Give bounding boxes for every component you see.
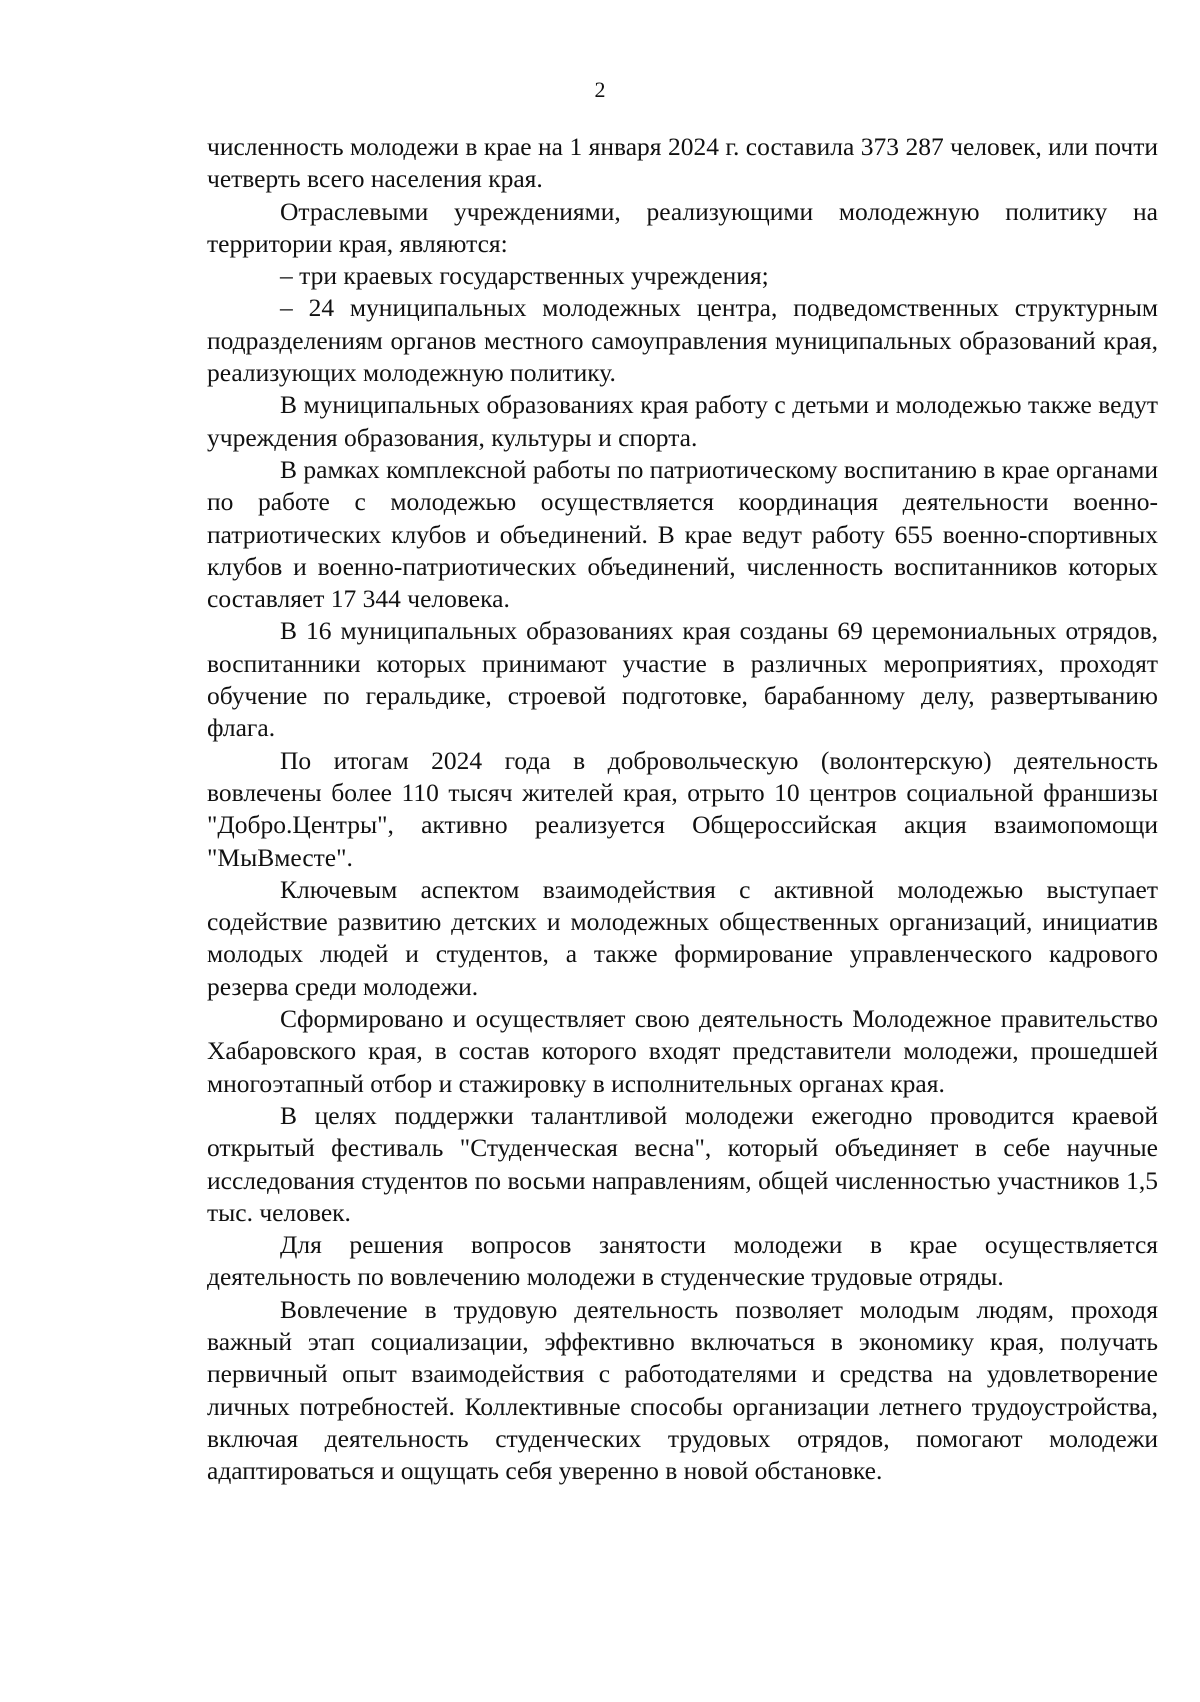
document-body: [207, 131, 1158, 1487]
paragraph-employment: Для решения вопросов занятости молодежи в крае осуществляется деятельность по вовлечению молодежи в студенческие трудовые отряды.: [207, 1230, 1158, 1292]
paragraph-patriotic-education: В рамках комплексной работы по патриотическому воспитанию в крае органами по работе с молодежью осуществляется координация деятельности военно-патриотических клубов и объединений. В крае ведут работу 655 военно-спортивных клубов и военно-патриотических объединений, численность воспитанников которых составляет 17 344 человека.: [207, 454, 1158, 614]
paragraph-student-spring: В целях поддержки талантливой молодежи ежегодно проводится краевой открытый фестиваль "Студенческая весна", который объединяет в себе научные исследования студентов по восьми направлениям, общей численностью участников 1,5 тыс. человек.: [207, 1100, 1158, 1227]
paragraph-labor-involvement: Вовлечение в трудовую деятельность позволяет молодым людям, проходя важный этап социализации, эффективно включаться в экономику края, получать первичный опыт взаимодействия с работодателями и средства на удовлетворение личных потребностей. Коллективные способы организации летнего трудоустройства, включая деятельность студенческих трудовых отрядов, помогают молодежи адаптироваться и ощущать себя уверенно в новой обстановке.: [207, 1294, 1158, 1486]
paragraph-institutions-intro: Отраслевыми учреждениями, реализующими молодежную политику на территории края, являются:: [207, 196, 1158, 258]
list-item-regional-institutions: – три краевых государственных учреждения;: [280, 261, 769, 291]
list-item-municipal-centers: – 24 муниципальных молодежных центра, подведомственных структурным подразделениям органов местного самоуправления муниципальных образований края, реализующих молодежную политику.: [207, 293, 1158, 388]
paragraph-active-youth: Ключевым аспектом взаимодействия с активной молодежью выступает содействие развитию детских и молодежных общественных организаций, инициатив молодых людей и студентов, а также формирование управленческого кадрового резерва среди молодежи.: [207, 874, 1158, 1001]
paragraph-volunteering: По итогам 2024 года в добровольческую (волонтерскую) деятельность вовлечены более 110 тысяч жителей края, отрыто 10 центров социальной франшизы "Добро.Центры", активно реализуется Общероссийская акция взаимопомощи "МыВместе".: [207, 745, 1158, 872]
paragraph-ceremonial-units: В 16 муниципальных образованиях края созданы 69 церемониальных отрядов, воспитанники которых принимают участие в различных мероприятиях, проходят обучение по геральдике, строевой подготовке, барабанному делу, развертыванию флага.: [207, 616, 1158, 743]
paragraph-municipal-work: В муниципальных образованиях края работу с детьми и молодежью также ведут учреждения образования, культуры и спорта.: [207, 390, 1158, 452]
paragraph-youth-population: численность молодежи в крае на 1 января 2024 г. составила 373 287 человек, или почти четверть всего населения края.: [207, 132, 1158, 194]
page-number: 2: [594, 77, 606, 102]
paragraph-youth-government: Сформировано и осуществляет свою деятельность Молодежное правительство Хабаровского края, в состав которого входят представители молодежи, прошедшей многоэтапный отбор и стажировку в исполнительных органах края.: [207, 1004, 1158, 1098]
